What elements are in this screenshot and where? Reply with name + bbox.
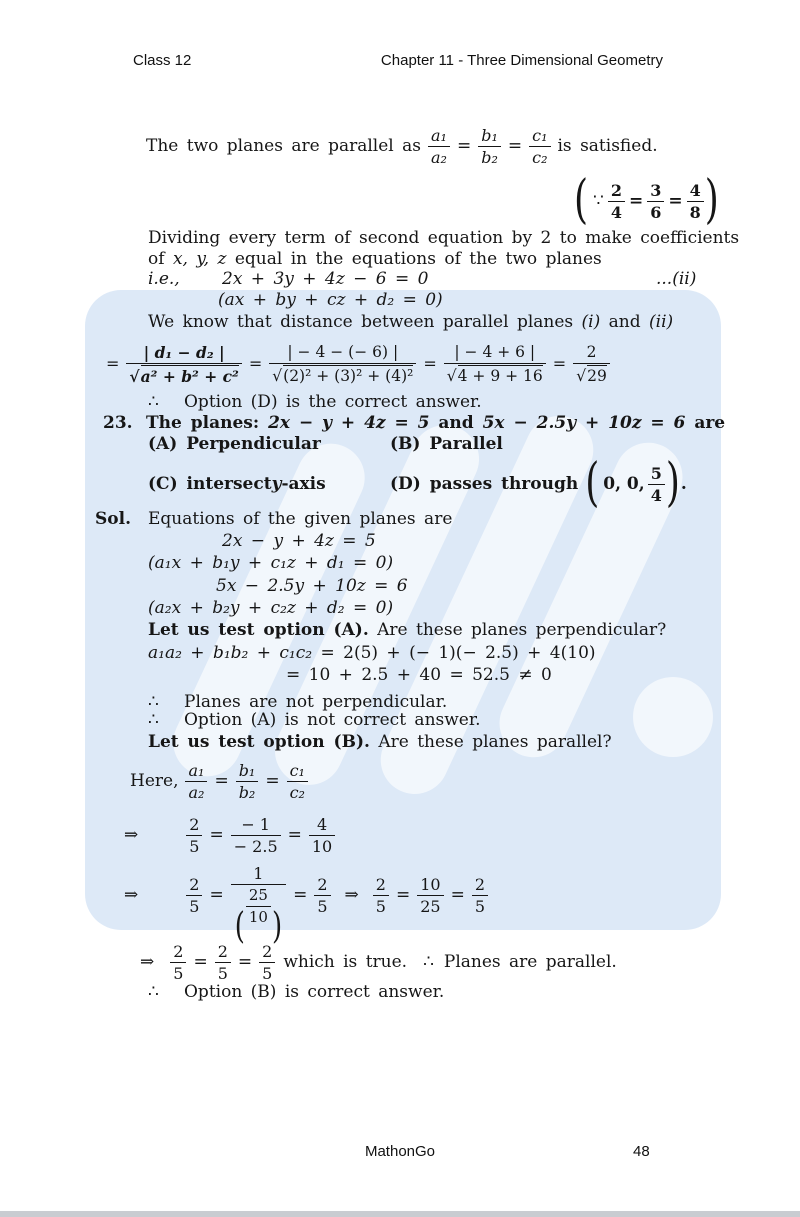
equation-ref: ...(ii) [656, 269, 697, 289]
ie-label: i.e., [148, 269, 180, 289]
fraction: $\frac{2}{5}$ [314, 875, 330, 916]
implies-symbol: ⇒ [124, 825, 139, 845]
sol-label: Sol. [95, 509, 131, 529]
radical-icon: √ [446, 366, 457, 385]
fraction: $\frac{\text{c₁}}{\text{c₂}}$ [287, 761, 308, 802]
option-d: (D) passes through ( 0, 0, $\frac{5}{4}$ ) . [390, 453, 687, 513]
implies-symbol: ⇒ [124, 885, 139, 905]
implies-symbol: ⇒ [344, 885, 359, 905]
ratio-step-3: ⇒ $\frac{2}{5}$ = $\frac{2}{5}$ = $\frac{2}{5}$ which is true. ∴ Planes are parallel. [140, 941, 617, 983]
dot-product-line: a₁a₂ + b₁b₂ + c₁c₂ = 2(5) + (− 1)(− 2.5) + 4(10) [148, 643, 596, 663]
page-number: 48 [633, 1143, 650, 1160]
fraction: $\frac{\text{b₁}}{\text{b₂}}$ [478, 126, 501, 167]
aside-note: ( ∵ $\frac{2}{4}$ = $\frac{3}{6}$ = $\frac{4}{8}$ ) [574, 170, 719, 230]
fraction: $\frac{4}{10}$ [309, 815, 335, 856]
options-row-cd [0, 453, 800, 513]
option-a: (A) Perpendicular [148, 434, 321, 454]
solution-eq3: 5x − 2.5y + 10z = 6 [216, 576, 408, 596]
solution-eq4: (a₂x + b₂y + c₂z + d₂ = 0) [148, 598, 394, 618]
test-option-a-line: Let us test option (A). Are these planes perpendicular? [148, 620, 667, 640]
therefore-symbol: ∴ [148, 982, 159, 1002]
equation-ii: 2x + 3y + 4z − 6 = 0 [222, 269, 429, 289]
fraction: $\frac{2}{5}$ [186, 875, 202, 916]
option-c: (C) intersecty-axis [148, 474, 326, 494]
brand-name: MathonGo [364, 1143, 436, 1160]
dot-product-result: = 10 + 2.5 + 40 = 52.5 ≠ 0 [286, 665, 552, 685]
fraction: $\frac{5}{4}$ [648, 464, 665, 505]
fraction: $\frac{\text{a₁}}{\text{a₂}}$ [185, 761, 207, 802]
fraction: $\frac{4}{8}$ [687, 181, 704, 222]
option-b: (B) Parallel [390, 434, 503, 454]
paragraph-line: of x, y, z equal in the equations of the two planes [148, 249, 602, 269]
fraction: $\frac{3}{6}$ [647, 181, 664, 222]
here-ratio-line: Here, $\frac{\text{a₁}}{\text{a₂}}$ = $\frac{\text{b₁}}{\text{b₂}}$ = $\frac{\text{c₁}}{\text{c₂}}$ [130, 757, 315, 805]
document-page: Class 12 Chapter 11 - Three Dimensional Geometry The two planes are parallel as $\frac{\text{a₁}}{\text{a₂}}$ = $\frac{\text{b₁}}{\text{b₂}}$ = $\frac{\text{c₁}}{\text{c₂}}$ is satisfied. ( ∵ $\frac{2}{4}$ = $\frac{3}{6}$ = $\frac{4}{8}$ ) Dividing every term of second equation by 2 to make coefficients of x, y, z equal in the equations of the two planes i.e., 2x + 3y + 4z − 6 = 0 ...(ii) (ax + by + cz + d₂ = 0) We know that distance between parallel planes (i) and (ii) = | d₁ − d₂ | √ a² + b² + c² = | − 4 − (− 6) | √ (2)² + (3)² + (4)² = | − 4 + 6 | √ 4 + 9 + 16 = 2 √ 29 ∴ Option (D) is the correct answer. 23. The planes: 2x − y + 4z = 5 and 5x − 2.5y + 10z = 6 are (A) Perpendicular (B) Parallel (C) intersecty-axis (D) passes through ( 0, 0, $\frac{5}{4}$ ) . Sol. Equations of the given planes are 2x − y + 4z = 5 (a₁x + b₁y + c₁z + d₁ = 0) 5x − 2.5y + 10z = 6 (a₂x + b₂y + c₂z + d₂ = 0) Let us test option (A). Are these planes perpendicular? a₁a₂ + b₁b₂ + c₁c₂ = 2(5) + (− 1)(− 2.5) + 4(10) = 10 + 2.5 + 40 = 52.5 ≠ 0 ∴ Planes are not perpendicular. ∴ Option (A) is not correct answer. Let us test option (B). Are these planes parallel? Here, $\frac{\text{a₁}}{\text{a₂}}$ = $\frac{\text{b₁}}{\text{b₂}}$ = $\frac{\text{c₁}}{\text{c₂}}$ ⇒ $\frac{2}{5}$ = $\frac{- 1}{- 2.5}$ = $\frac{4}{10}$ ⇒ $\frac{2}{5}$ = 1 ( $\frac{25}{10}$ ) = $\frac{2}{5}$ ⇒ $\frac{2}{5}$ = $\frac{10}{25}$ = $\frac{2}{5}$ ⇒ $\frac{2}{5}$ = $\frac{2}{5}$ = $\frac{2}{5}$ which is true. ∴ Planes are parallel. ∴ Option (B) is correct answer. MathonGo 48 [0, 0, 800, 1217]
nested-fraction: 1 ( $\frac{25}{10}$ ) [231, 864, 286, 927]
fraction: $\frac{2}{5}$ [259, 942, 275, 983]
radical-icon: √ [129, 366, 140, 386]
question-number: 23. [103, 413, 133, 433]
fraction: 2 √ 29 [573, 343, 610, 386]
implies-symbol: ⇒ [140, 952, 155, 972]
ratio-step-1: ⇒ $\frac{2}{5}$ = $\frac{- 1}{- 2.5}$ = $\frac{4}{10}$ [124, 812, 335, 858]
general-form-line: (ax + by + cz + d₂ = 0) [218, 290, 443, 310]
fraction: $\frac{25}{10}$ [246, 886, 271, 927]
therefore-symbol: ∴ [148, 392, 159, 412]
fraction: | d₁ − d₂ | √ a² + b² + c² [126, 343, 241, 386]
intro-line: The two planes are parallel as $\frac{\text{a₁}}{\text{a₂}}$ = $\frac{\text{b₁}}{\text{b₂}}$ = $\frac{\text{c₁}}{\text{c₂}}$ is satisfied. [146, 125, 658, 167]
fraction: $\frac{2}{5}$ [373, 875, 389, 916]
fraction: $\frac{2}{5}$ [215, 942, 231, 983]
fraction: $\frac{\text{a₁}}{\text{a₂}}$ [428, 126, 450, 167]
therefore-symbol: ∴ [423, 952, 434, 972]
fraction: $\frac{2}{4}$ [608, 181, 625, 222]
header-class-label: Class 12 [133, 52, 192, 69]
ratio-step-2: ⇒ $\frac{2}{5}$ = 1 ( $\frac{25}{10}$ ) = $\frac{2}{5}$ ⇒ $\frac{2}{5}$ = $\frac{10}{25}$ = $\frac{2}{5}$ [124, 862, 488, 928]
fraction: | − 4 − (− 6) | √ (2)² + (3)² + (4)² [269, 343, 416, 386]
solution-eq2: (a₁x + b₁y + c₁z + d₁ = 0) [148, 553, 394, 573]
fraction: $\frac{10}{25}$ [417, 875, 443, 916]
fraction: $\frac{2}{5}$ [472, 875, 488, 916]
radical-icon: √ [272, 366, 283, 385]
distance-intro-line: We know that distance between parallel planes (i) and (ii) [148, 312, 674, 332]
test-option-b-line: Let us test option (B). Are these planes parallel? [148, 732, 612, 752]
paragraph-line: Dividing every term of second equation by 2 to make coefficients [148, 228, 740, 248]
distance-formula: = | d₁ − d₂ | √ a² + b² + c² = | − 4 − (− 6) | √ (2)² + (3)² + (4)² = | − 4 + 6 | √ 4 + 9 + 16 = 2 √ 29 [106, 336, 617, 392]
header-chapter-title: Chapter 11 - Three Dimensional Geometry [380, 52, 663, 69]
because-symbol: ∵ [593, 191, 604, 211]
fraction: $\frac{\text{b₁}}{\text{b₂}}$ [236, 761, 259, 802]
watermark-dot [633, 677, 713, 757]
fraction: $\frac{- 1}{- 2.5}$ [231, 815, 281, 856]
radical-icon: √ [576, 366, 587, 385]
therefore-symbol: ∴ [148, 710, 159, 730]
page-header [133, 52, 663, 69]
therefore-symbol: ∴ [148, 692, 159, 712]
fraction: | − 4 + 6 | √ 4 + 9 + 16 [444, 343, 546, 386]
fraction: $\frac{2}{5}$ [186, 815, 202, 856]
fraction: $\frac{\text{c₁}}{\text{c₂}}$ [529, 126, 550, 167]
fraction: $\frac{2}{5}$ [170, 942, 186, 983]
bottom-edge-line [0, 1211, 800, 1217]
solution-eq1: 2x − y + 4z = 5 [222, 531, 376, 551]
